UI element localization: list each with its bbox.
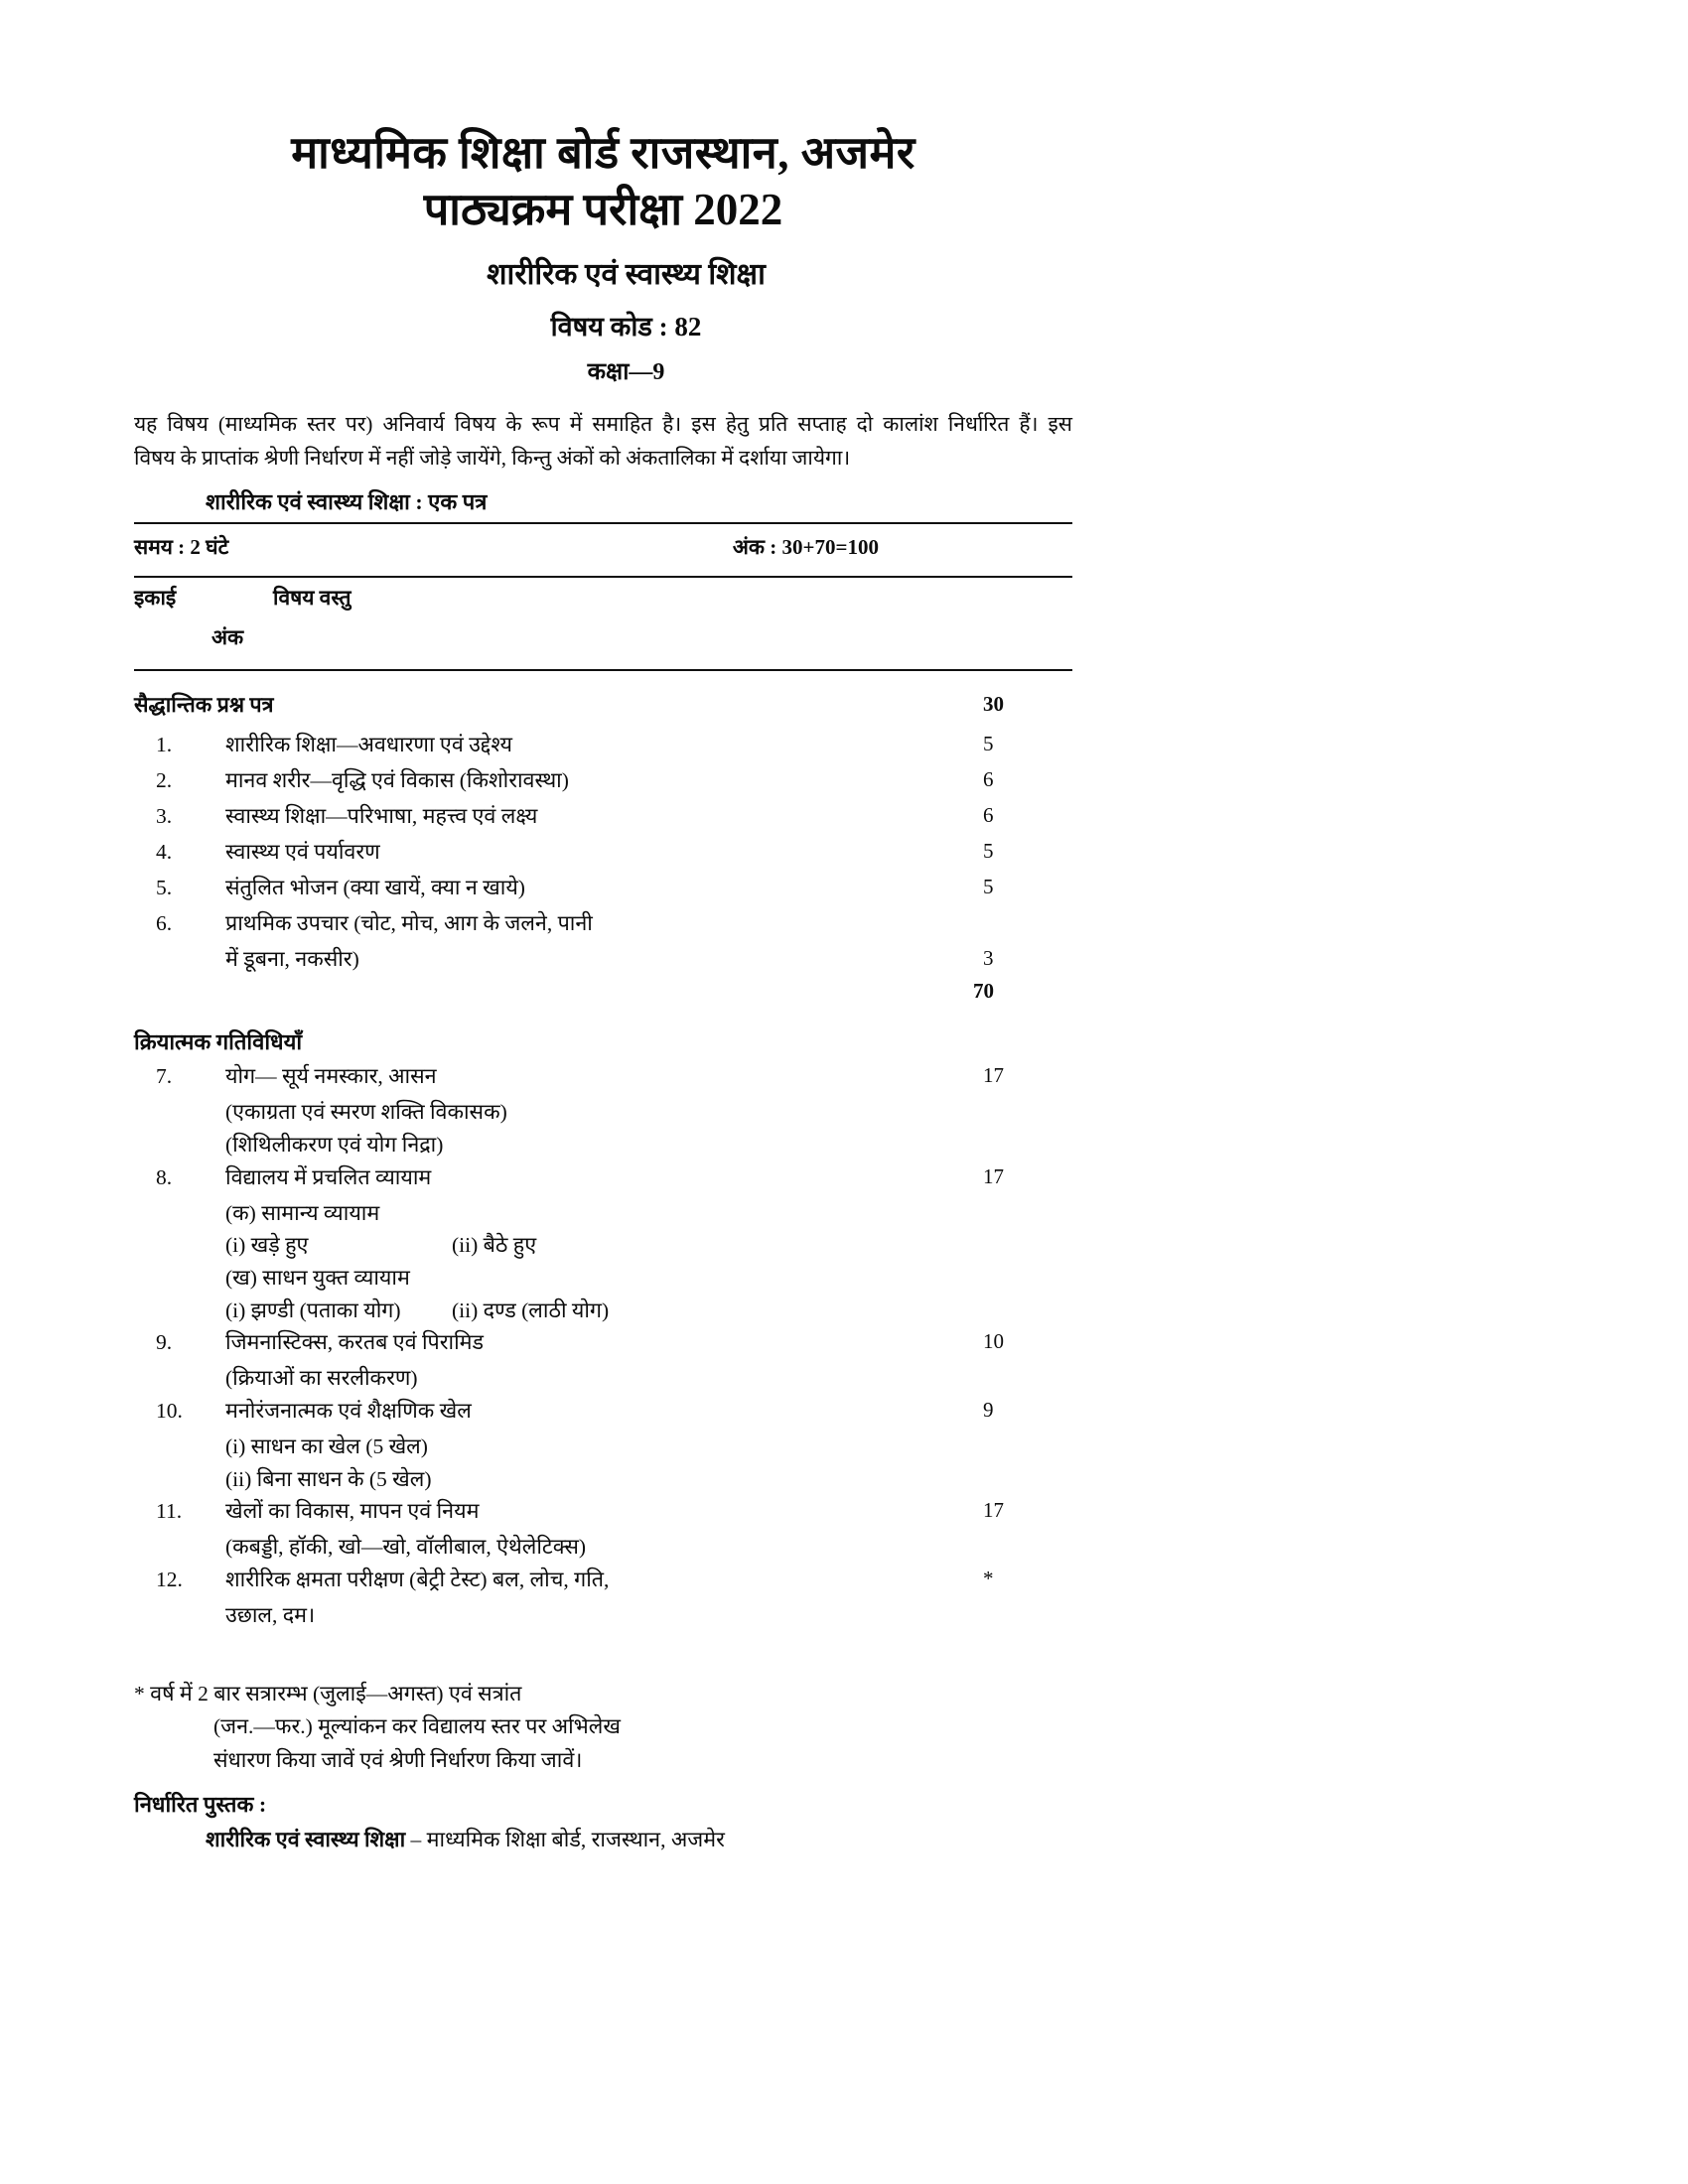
row-subline: (एकाग्रता एवं स्मरण शक्ति विकासक) [225,1100,507,1125]
subject-name: शारीरिक एवं स्वास्थ्य शिक्षा [487,258,766,292]
intro-paragraph [134,407,1072,475]
row-topic: मनोरंजनात्मक एवं शैक्षणिक खेल [225,1398,472,1423]
row-number: 4. [156,840,173,865]
row-topic: स्वास्थ्य एवं पर्यावरण [225,840,380,865]
column-headers [134,578,1072,663]
row-marks: 17 [983,1063,1004,1088]
subject-code: विषय कोड : 82 [550,312,702,342]
total-marks-label: अंक : 30+70=100 [732,535,879,560]
row-topic: शारीरिक शिक्षा—अवधारणा एवं उद्देश्य [225,733,512,757]
table-row [134,800,1072,836]
row-number: 7. [156,1064,173,1089]
row-topic: प्राथमिक उपचार (चोट, मोच, आग के जलने, पानी [225,911,593,936]
table-row [134,872,1072,907]
row-subline: उछाल, दम। [225,1602,316,1627]
row-number: 9. [156,1330,173,1355]
column-header-unit: इकाई [134,586,177,611]
column-header-topic: विषय वस्तु [273,586,352,611]
paper-title: शारीरिक एवं स्वास्थ्य शिक्षा : एक पत्र [206,489,488,515]
row-subline: (ii) बिना साधन के (5 खेल) [225,1466,432,1491]
row-marks: 17 [983,1498,1004,1523]
time-label: समय : 2 घंटे [134,535,229,560]
row-subline: (कबड्डी, हॉकी, खो—खो, वॉलीबाल, ऐथेलेटिक्स) [225,1535,587,1560]
row-subline: (क्रियाओं का सरलीकरण) [225,1366,418,1391]
row-subline: (i) साधन का खेल (5 खेल) [225,1433,428,1458]
row-marks: 5 [983,839,994,864]
theory-section-heading-row [134,689,1072,725]
board-name: माध्यमिक शिक्षा बोर्ड राजस्थान, अजमेर [291,128,915,178]
row-topic: खेलों का विकास, मापन एवं नियम [225,1499,480,1524]
row-subline-b: (ii) बैठे हुए [452,1233,537,1258]
row-topic: स्वास्थ्य शिक्षा—परिभाषा, महत्त्व एवं लक्ष्य [225,804,538,829]
footnote-block [134,1678,1072,1778]
row-subline: (शिथिलीकरण एवं योग निद्रा) [225,1132,444,1157]
footnote-line-3: संधारण किया जावें एवं श्रेणी निर्धारण किया जावें। [213,1747,583,1772]
row-subline-a: (i) झण्डी (पताका योग) [225,1297,401,1322]
practical-total-marks-row [134,979,1072,1009]
row-marks: 6 [983,803,994,828]
practical-total-marks: 70 [973,979,994,1004]
prescribed-book-heading: निर्धारित पुस्तक : [134,1792,267,1818]
table-row [134,1564,1072,1599]
row-number: 2. [156,768,173,793]
row-subline-pair [134,1229,1072,1262]
row-topic-line2: में डूबना, नकसीर) [225,947,359,972]
row-number: 12. [156,1567,183,1591]
table-row [134,1060,1072,1096]
table-row [134,764,1072,800]
row-number: 1. [156,733,173,757]
row-marks: 3 [983,946,994,971]
time-marks-row [134,524,1072,570]
row-subline-a: (i) खड़े हुए [225,1233,309,1258]
theory-section-heading: सैद्धान्तिक प्रश्न पत्र [134,693,274,718]
row-number: 11. [156,1499,183,1524]
row-subline: (ख) साधन युक्त व्यायाम [225,1265,410,1290]
row-subline-b: (ii) दण्ड (लाठी योग) [452,1297,610,1322]
intro-line-1: यह विषय (माध्यमिक स्तर पर) अनिवार्य विषय के रूप में समाहित है। इस हेतु प्रति सप्ताह दो कालांश निर्धारित हैं। इस [134,412,1072,437]
footnote-line-1: * वर्ष में 2 बार सत्रारम्भ (जुलाई—अगस्त) एवं सत्रांत [134,1681,522,1706]
prescribed-book-title: शारीरिक एवं स्वास्थ्य शिक्षा [206,1828,406,1852]
theory-total-marks: 30 [983,692,1004,717]
row-marks: 6 [983,767,994,792]
content-column [134,0,1072,1853]
row-number: 6. [156,911,173,936]
exam-title: पाठ्यक्रम परीक्षा 2022 [423,185,783,235]
row-marks: 5 [983,732,994,756]
practical-section-heading: क्रियात्मक गतिविधियाँ [134,1029,303,1055]
prescribed-book-publisher: – माध्यमिक शिक्षा बोर्ड, राजस्थान, अजमेर [405,1828,725,1852]
row-marks: 5 [983,875,994,899]
row-number: 8. [156,1164,173,1189]
table-row [134,1495,1072,1531]
table-row [134,1395,1072,1431]
row-topic: जिमनास्टिक्स, करतब एवं पिरामिड [225,1330,485,1355]
table-row [134,907,1072,943]
divider-bottom [134,669,1072,671]
row-topic: मानव शरीर—वृद्धि एवं विकास (किशोरावस्था) [225,768,569,793]
row-subline-pair [134,1295,1072,1327]
row-marks: 17 [983,1163,1004,1188]
row-topic: शारीरिक क्षमता परीक्षण (बेट्री टेस्ट) बल, लोच, गति, [225,1567,610,1591]
row-marks: * [983,1566,994,1590]
row-number: 3. [156,804,173,829]
row-number: 10. [156,1398,183,1423]
row-marks: 10 [983,1329,1004,1354]
table-row [134,1161,1072,1197]
prescribed-book-line [134,1825,1072,1853]
row-topic: योग— सूर्य नमस्कार, आसन [225,1064,437,1089]
class-label: कक्षा—9 [587,359,665,386]
row-number: 5. [156,876,173,900]
row-topic: विद्यालय में प्रचलित व्यायाम [225,1164,432,1189]
row-subline: (क) सामान्य व्यायाम [225,1200,380,1225]
row-marks: 9 [983,1397,994,1422]
table-row-continuation [134,943,1072,979]
row-topic: संतुलित भोजन (क्या खायें, क्या न खाये) [225,876,525,900]
table-row [134,1326,1072,1362]
column-header-marks: अंक [211,625,244,650]
table-row [134,836,1072,872]
intro-line-2: विषय के प्राप्तांक श्रेणी निर्धारण में नहीं जोड़े जायेंगे, किन्तु अंकों को अंकतालिका में दर्शाया जायेगा। [134,446,851,471]
footnote-line-2: (जन.—फर.) मूल्यांकन कर विद्यालय स्तर पर अभिलेख [213,1714,621,1739]
table-row [134,729,1072,764]
